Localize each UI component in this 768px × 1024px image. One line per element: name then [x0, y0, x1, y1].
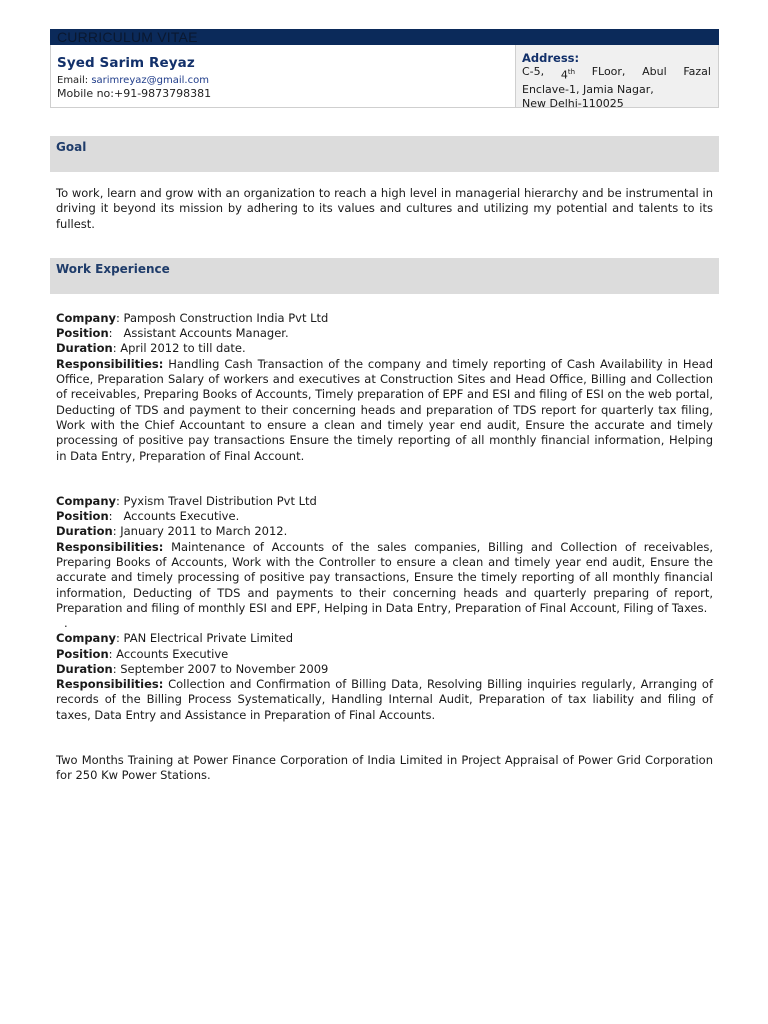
address-line-3: New Delhi-110025	[522, 96, 624, 110]
job-duration	[56, 524, 713, 539]
email-label: Email:	[57, 75, 89, 86]
cv-title: CURRICULUM VITAE	[57, 29, 198, 45]
job-entry-1	[50, 311, 719, 464]
position-label: Position	[56, 326, 109, 341]
position-label: Position	[56, 509, 109, 524]
duration-label: Duration	[56, 661, 113, 676]
work-experience-heading	[50, 258, 719, 294]
email-line	[57, 74, 515, 87]
address-word: Abul	[642, 65, 667, 78]
duration-value: : January 2011 to March 2012.	[112, 524, 288, 539]
responsibilities-label: Responsibilities:	[56, 677, 164, 692]
job-company	[56, 494, 713, 509]
email-link[interactable]: sarimreyaz@gmail.com	[91, 75, 209, 86]
address-line-2: Enclave-1, Jamia Nagar,	[522, 82, 654, 96]
responsibilities-label: Responsibilities:	[56, 356, 164, 371]
job-company	[56, 631, 713, 646]
goal-heading-text: Goal	[56, 140, 87, 154]
separator-dot: .	[64, 616, 68, 631]
address-word: Fazal	[683, 65, 711, 78]
duration-label: Duration	[56, 524, 113, 539]
cv-page	[50, 29, 719, 784]
address-word: 4th	[560, 68, 576, 82]
cv-title-bar	[50, 29, 719, 45]
position-value: : Accounts Executive.	[108, 509, 240, 524]
goal-heading	[50, 136, 719, 172]
work-heading-text: Work Experience	[56, 261, 170, 276]
responsibilities-value: Maintenance of Accounts of the sales companies, Billing and Collection of receivables, Preparing Books of Accounts, Work with the Controller to ensure a clean and timely year end audit, Ensure the accurate and timely processing of positive pay transactions, Ensure the timely reporting of all monthly financial information, Deducting of TDS and payments to their concerning heads and quarterly preparing of report, Preparation and filing of monthly ESI and EPF, Helping in Data Entry, Preparation of Final Account, Filing of Taxes.	[56, 539, 713, 615]
duration-value: : April 2012 to till date.	[112, 341, 246, 356]
position-value: : Assistant Accounts Manager.	[108, 326, 289, 341]
company-label: Company	[56, 493, 116, 508]
company-value: : PAN Electrical Private Limited	[116, 631, 293, 646]
responsibilities-value: Handling Cash Transaction of the company and timely reporting of Cash Availability in Head Office, Preparation Salary of workers and executives at Construction Sites and Head Office, Billing and Collection of receivables, Preparing Books of Accounts, Timely preparation of EPF and ESI and filing of ESI on the web portal, Deducting of TDS and payment to their concerning heads and preparation of TDS report for quarterly tax filing, Work with the Chief Accountant to ensure a clean and timely year end audit, Ensure the accurate and timely processing of positive pay transactions Ensure the timely reporting of all monthly financial information, Helping in Data Entry, Preparation of Final Account.	[56, 356, 713, 463]
responsibilities-value: Collection and Confirmation of Billing Data, Resolving Billing inquiries regularly, Arranging of records of the Billing Process Systematically, Handling Internal Audit, Preparation of tax liability and filing of taxes, Data Entry and Assistance in Preparation of Final Accounts.	[56, 677, 713, 722]
job-responsibilities	[56, 357, 713, 464]
training-note: Two Months Training at Power Finance Corporation of India Limited in Project Appraisal of Power Grid Corporation for 250 Kw Power Stations.	[56, 753, 713, 783]
goal-text: To work, learn and grow with an organization to reach a high level in managerial hierarchy and be instrumental in driving it beyond its mission by adhering to its values and cultures and utilizing my potential and talents to its fullest.	[56, 186, 713, 231]
candidate-name: Syed Sarim Reyaz	[57, 55, 195, 71]
company-label: Company	[56, 310, 116, 325]
address-label: Address:	[522, 51, 580, 65]
address-box	[516, 45, 718, 110]
company-label: Company	[56, 631, 116, 646]
job-position	[56, 509, 713, 524]
contact-header	[50, 45, 719, 108]
job-company	[56, 311, 713, 326]
job-position	[56, 647, 713, 662]
responsibilities-label: Responsibilities:	[56, 539, 164, 554]
duration-value: : September 2007 to November 2009	[112, 661, 329, 676]
address-word: C-5,	[522, 65, 545, 78]
mobile-number: Mobile no:+91-9873798381	[57, 87, 212, 100]
address-line-1	[522, 65, 711, 83]
contact-left	[51, 45, 516, 107]
job-responsibilities	[56, 677, 713, 723]
job-entry-2	[50, 494, 719, 616]
job-entry-3	[50, 631, 719, 723]
job-duration	[56, 662, 713, 677]
position-value: : Accounts Executive	[108, 646, 229, 661]
company-value: : Pyxism Travel Distribution Pvt Ltd	[116, 493, 317, 508]
position-label: Position	[56, 646, 109, 661]
job-duration	[56, 341, 713, 356]
duration-label: Duration	[56, 341, 113, 356]
company-value: : Pamposh Construction India Pvt Ltd	[116, 310, 329, 325]
job-responsibilities	[56, 540, 713, 616]
job-position	[56, 326, 713, 341]
ordinal-suffix: th	[567, 68, 576, 76]
address-word: FLoor,	[591, 65, 626, 78]
